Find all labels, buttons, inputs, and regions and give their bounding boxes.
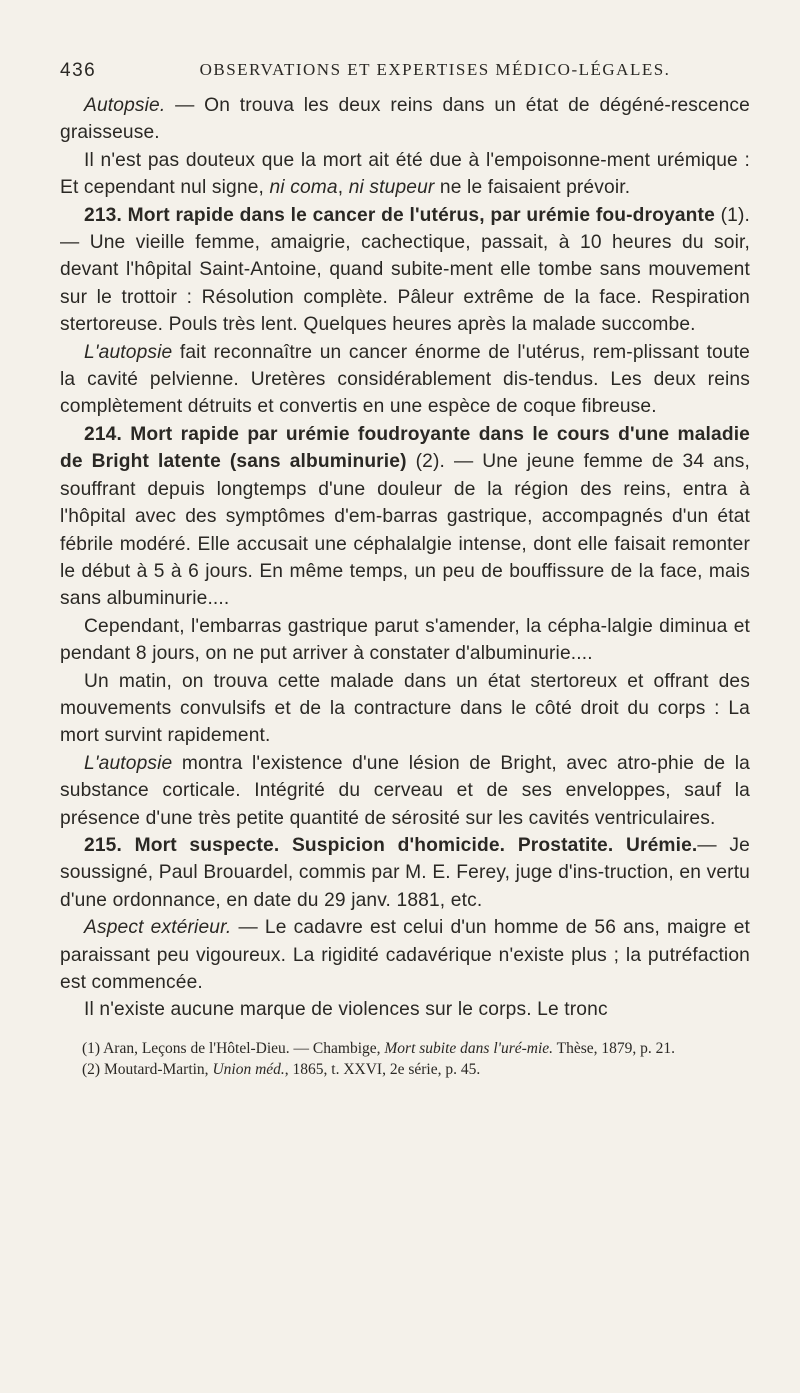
section-label: L'autopsie: [84, 752, 173, 774]
footnote-title: Union méd.: [212, 1060, 285, 1078]
footnotes: [60, 1038, 750, 1080]
section-label: L'autopsie: [84, 341, 173, 363]
paragraph-text: — Une jeune femme de 34 ans, souffrant depuis longtemps d'une douleur de la région des reins, entra à l'hôpital avec des symptômes d'em-barras gastrique, accompagnés d'un état fébrile modéré. Elle accusait une céphalalgie intense, dont elle faisait remonter le début à 5 à 6 jours. En même temps, un peu de bouffissure de la face, mais sans albuminurie....: [60, 451, 751, 610]
emphasis: ni coma: [269, 177, 338, 199]
paragraph-text: — Une vieille femme, amaigrie, cachectique, passait, à 10 heures du soir, devant l'hôpital Saint-Antoine, quand subite-ment elle tombe sans mouvement sur le trottoir : Résolution complète. Pâleur extrême de la face. Respiration stertoreuse. Pouls très lent. Quelques heures après la malade succombe.: [60, 232, 750, 336]
footnote-2: [60, 1059, 750, 1080]
footnote-1: [60, 1038, 750, 1059]
paragraph: [60, 914, 750, 996]
paragraph-text: ,: [337, 177, 349, 199]
case-title: 214. Mort rapide par urémie foudroyante dans le cours d'une maladie de Bright latente (sans albuminurie): [60, 423, 750, 473]
paragraph: Cependant, l'embarras gastrique parut s'amender, la cépha-lalgie diminua et pendant 8 jours, on ne put arriver à constater d'albuminurie....: [60, 615, 750, 665]
paragraph: [60, 339, 750, 421]
case-213: [60, 202, 750, 339]
paragraph-text: — Le cadavre est celui d'un homme de 56 ans, maigre et paraissant peu vigoureux. La rigidité cadavérique n'existe plus ; la putréfaction est commencée.: [60, 917, 750, 993]
paragraph: Un matin, on trouva cette malade dans un état stertoreux et offrant des mouvements convulsifs et de la contracture dans le côté droit du corps : La mort survint rapidement.: [60, 670, 750, 747]
footnote-ref: (2).: [406, 451, 446, 473]
case-title: 215. Mort suspecte. Suspicion d'homicide. Prostatite. Urémie.: [84, 834, 698, 856]
paragraph-text: montra l'existence d'une lésion de Bright, avec atro-phie de la substance corticale. Intégrité du cerveau et de ses enveloppes, sauf la présence d'une très petite quantité de sérosité sur les cavités ventriculaires.: [60, 752, 750, 829]
page-header: [60, 60, 750, 82]
case-214: [60, 421, 750, 613]
running-title: OBSERVATIONS ET EXPERTISES MÉDICO-LÉGALES.: [199, 60, 671, 79]
paragraph: [60, 750, 750, 832]
main-text: [60, 92, 750, 1024]
footnote-text: Thèse, 1879, p. 21.: [553, 1039, 676, 1057]
paragraph-text: — On trouva les deux reins dans un état de dégéné-rescence graisseuse.: [60, 95, 750, 144]
case-title: 213. Mort rapide dans le cancer de l'utérus, par urémie fou-droyante: [84, 204, 715, 226]
paragraph-text: fait reconnaître un cancer énorme de l'utérus, rem-plissant toute la cavité pelvienne. Uretères considérablement dis-tendus. Les deux reins complètement détruits et convertis en une espèce de coque fibreuse.: [60, 341, 750, 418]
footnote-text: (2) Moutard-Martin,: [82, 1060, 213, 1078]
page-number: 436: [60, 60, 97, 81]
footnote-title: Mort subite dans l'uré-mie.: [384, 1039, 554, 1057]
paragraph-text: Il n'est pas douteux que la mort ait été due à l'empoisonne-ment urémique : Et cependant nul signe,: [60, 149, 750, 199]
book-page: [60, 60, 750, 1080]
footnote-text: , 1865, t. XXVI, 2e série, p. 45.: [284, 1060, 481, 1078]
case-215: [60, 832, 750, 914]
paragraph-text: — Je soussigné, Paul Brouardel, commis par M. E. Ferey, juge d'ins-truction, en vertu d'une ordonnance, en date du 29 janv. 1881, etc.: [60, 834, 750, 911]
paragraph: Il n'existe aucune marque de violences sur le corps. Le tronc: [84, 999, 608, 1021]
section-label: Autopsie.: [84, 95, 166, 116]
paragraph: [60, 147, 750, 202]
footnote-text: (1) Aran, Leçons de l'Hôtel-Dieu. — Chambige,: [82, 1039, 385, 1057]
footnote-ref: (1).: [714, 204, 750, 226]
paragraph-text: ne le faisaient prévoir.: [434, 177, 631, 199]
emphasis: ni stupeur: [348, 177, 435, 199]
section-label: Aspect extérieur.: [84, 917, 232, 939]
paragraph: [60, 92, 750, 147]
